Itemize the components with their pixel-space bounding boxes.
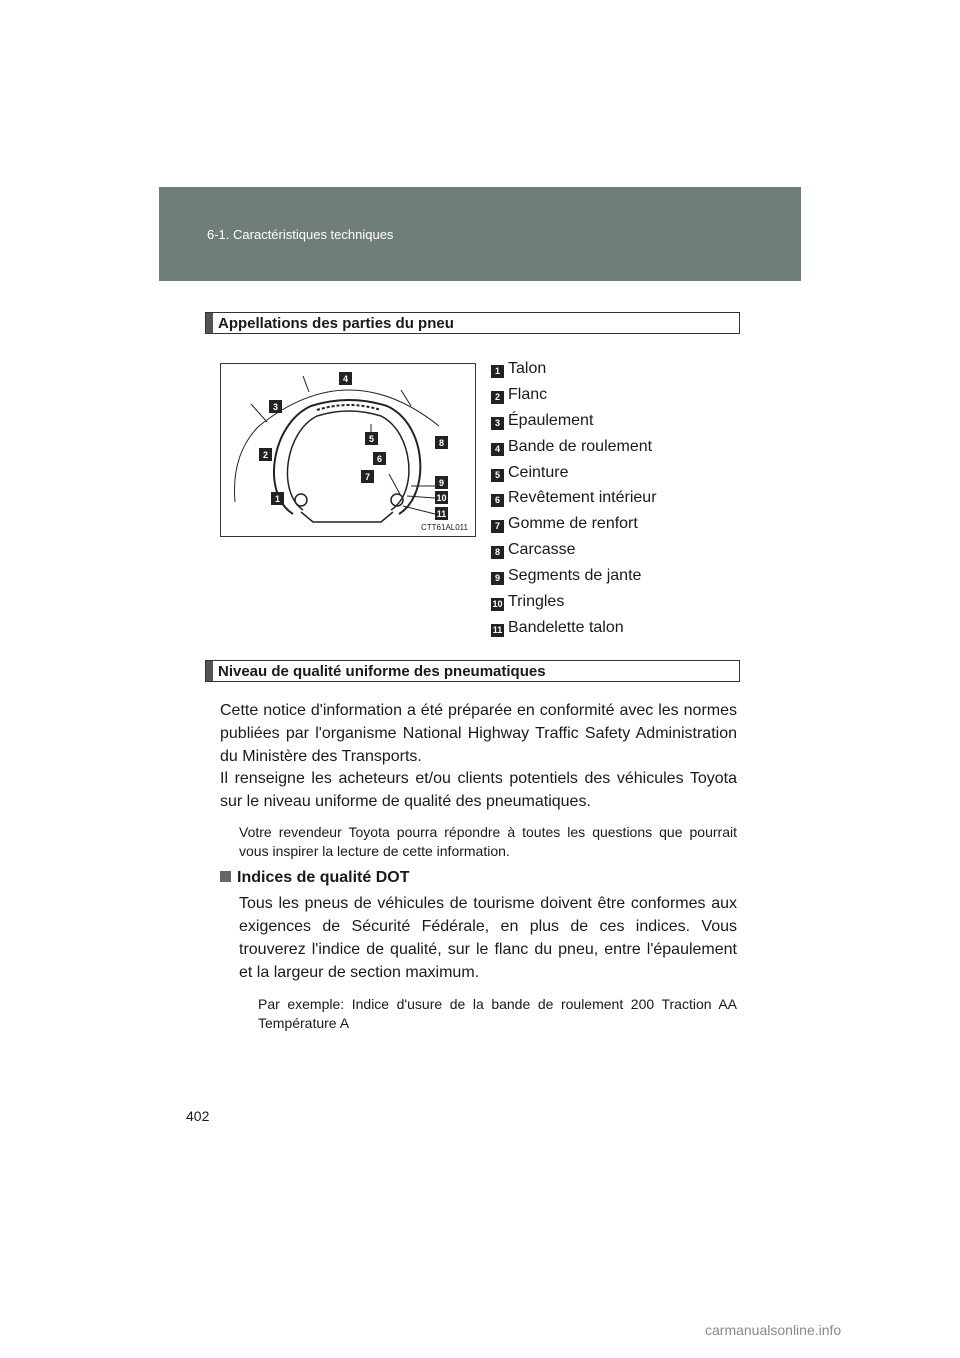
part-label: Revêtement intérieur — [508, 489, 657, 507]
part-label: Ceinture — [508, 463, 569, 481]
number-badge: 4 — [491, 443, 504, 456]
section-title: Appellations des parties du pneu — [218, 315, 454, 332]
example-text: Par exemple: Indice d'usure de la bande de roulement 200 Traction AA Température A — [258, 996, 737, 1031]
list-item — [491, 565, 751, 591]
heading-bar — [206, 313, 213, 333]
part-label: Épaulement — [508, 411, 594, 429]
page-number: 402 — [186, 1108, 210, 1124]
section-label: 6-1. Caractéristiques techniques — [207, 227, 394, 242]
number-badge: 7 — [491, 520, 504, 533]
list-item — [491, 358, 751, 384]
svg-text:4: 4 — [342, 374, 349, 384]
list-item — [491, 436, 751, 462]
chapter-header — [159, 187, 801, 281]
part-label: Tringles — [508, 593, 565, 611]
svg-text:6: 6 — [376, 454, 383, 464]
watermark: carmanualsonline.info — [705, 1322, 842, 1338]
note-text: Votre revendeur Toyota pourra répondre à toutes les questions que pourrait vous inspirer la lecture de cette information. — [239, 824, 737, 859]
list-item — [491, 410, 751, 436]
part-label: Gomme de renfort — [508, 515, 638, 533]
part-label: Carcasse — [508, 541, 576, 559]
number-badge: 5 — [491, 469, 504, 482]
svg-text:2: 2 — [262, 450, 269, 460]
number-badge: 10 — [492, 599, 503, 610]
svg-text:7: 7 — [364, 472, 371, 482]
section-heading-quality — [205, 660, 740, 682]
number-badge: 9 — [491, 572, 504, 585]
number-badge: 3 — [491, 417, 504, 430]
heading-bar — [206, 661, 213, 681]
number-badge: 6 — [491, 494, 504, 507]
figure-code: CTT61AL011 — [421, 523, 468, 532]
svg-text:11: 11 — [436, 509, 447, 519]
part-label: Talon — [508, 360, 547, 377]
part-label: Segments de jante — [508, 567, 642, 585]
tire-cross-section-icon — [221, 364, 477, 538]
sub-heading-dot — [220, 869, 409, 887]
svg-text:5: 5 — [368, 434, 375, 444]
part-label: Flanc — [508, 385, 548, 403]
paragraph-intro: Cette notice d'information a été préparée en conformité avec les normes publiées par l'organisme National Highway Traffic Safety Administration du Ministère des Transports. — [220, 702, 737, 765]
number-badge: 8 — [491, 546, 504, 559]
part-label: Bandelette talon — [508, 618, 624, 636]
svg-text:1: 1 — [274, 494, 281, 504]
svg-text:3: 3 — [272, 402, 279, 412]
list-item — [491, 539, 751, 565]
list-item — [491, 617, 751, 643]
list-item — [491, 513, 751, 539]
parts-legend — [491, 358, 751, 643]
list-item — [491, 384, 751, 410]
part-label: Bande de roulement — [508, 437, 653, 455]
paragraph-purpose: Il renseigne les acheteurs et/ou clients potentiels des véhicules Toyota sur le niveau uniforme de qualité des pneumatiques. — [220, 770, 737, 810]
number-badge: 11 — [492, 624, 503, 635]
sub-heading-text: Indices de qualité DOT — [237, 869, 410, 886]
list-item — [491, 591, 751, 617]
svg-text:8: 8 — [438, 438, 445, 448]
svg-text:9: 9 — [438, 478, 445, 488]
svg-text:10: 10 — [436, 493, 447, 503]
list-item — [491, 487, 751, 513]
tire-diagram — [220, 363, 476, 537]
list-item — [491, 462, 751, 488]
number-badge: 1 — [491, 365, 504, 378]
number-badge: 2 — [491, 391, 504, 404]
section-heading-tire-parts — [205, 312, 740, 334]
section-title: Niveau de qualité uniforme des pneumatiques — [218, 663, 546, 680]
paragraph-dot: Tous les pneus de véhicules de tourisme doivent être conformes aux exigences de Sécurité Fédérale, en plus de ces indices. Vous trouverez l'indice de qualité, sur le flanc du pneu, entre l'épaulement et la largeur de section maximum. — [239, 895, 737, 981]
square-bullet-icon — [220, 871, 231, 882]
